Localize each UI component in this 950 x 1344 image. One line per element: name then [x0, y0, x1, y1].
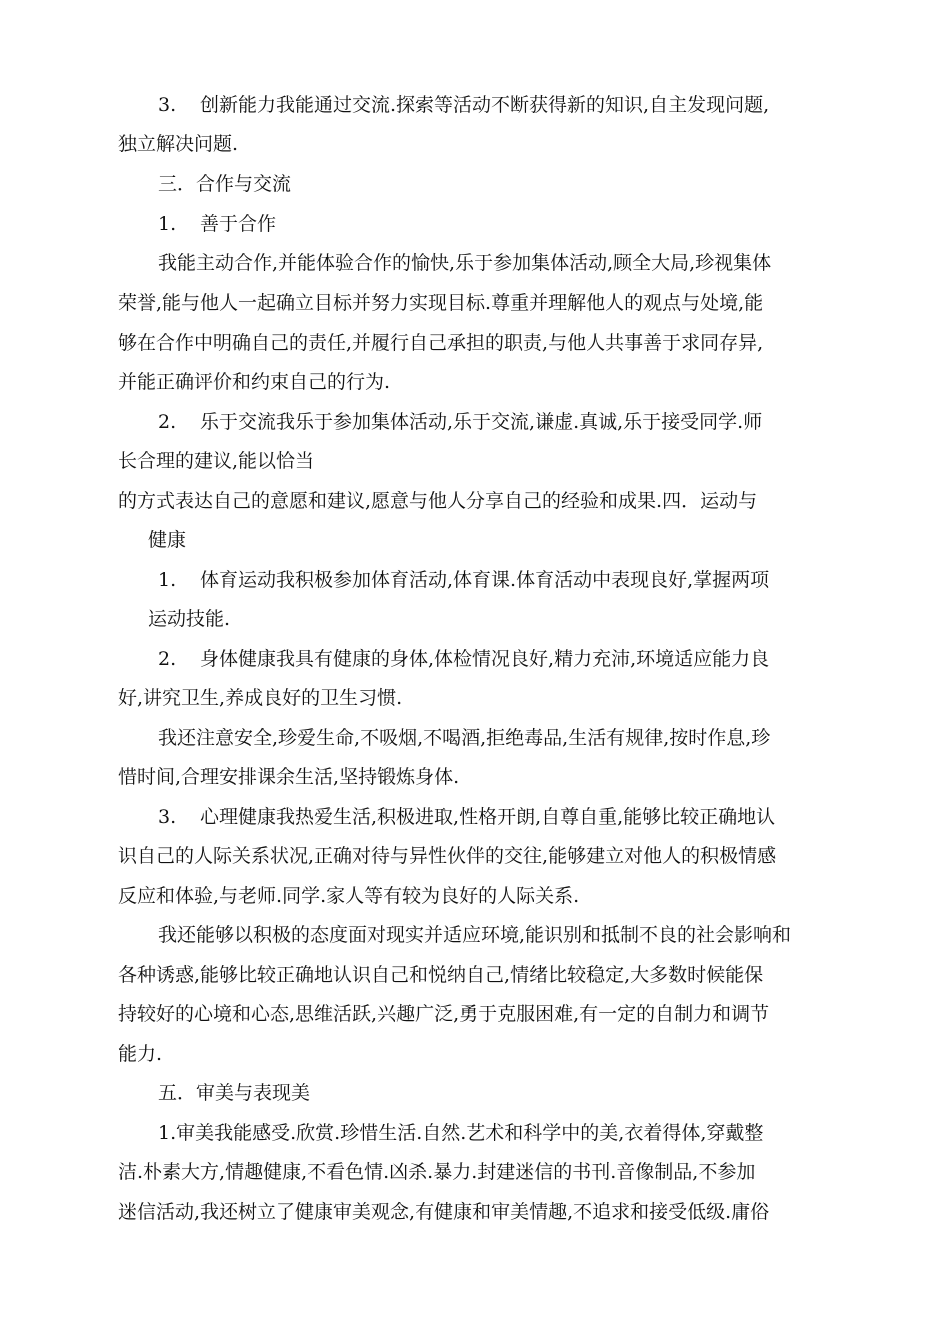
item-number: 3.	[158, 806, 177, 828]
section-heading: 健康	[148, 529, 187, 551]
line-text: 善于合作	[200, 213, 277, 235]
paragraph-line: 反应和体验,与老师.同学.家人等有较为良好的人际关系.	[118, 885, 580, 907]
paragraph-line: 并能正确评价和约束自己的行为.	[118, 371, 391, 393]
paragraph-line: 我能主动合作,并能体验合作的愉快,乐于参加集体活动,顾全大局,珍视集体	[158, 252, 772, 274]
line-text: 创新能力我能通过交流.探索等活动不断获得新的知识,自主发现问题,	[200, 94, 770, 116]
paragraph-line: 我还注意安全,珍爱生命,不吸烟,不喝酒,拒绝毒品,生活有规律,按时作息,珍	[158, 727, 771, 749]
paragraph-line: 各种诱惑,能够比较正确地认识自己和悦纳自己,情绪比较稳定,大多数时候能保	[118, 964, 764, 986]
paragraph-line: 够在合作中明确自己的责任,并履行自己承担的职责,与他人共事善于求同存异,	[118, 332, 764, 354]
paragraph-line: 的方式表达自己的意愿和建议,愿意与他人分享自己的经验和成果.四．运动与	[118, 490, 758, 512]
paragraph-line	[158, 409, 762, 435]
item-number: 1.	[158, 569, 177, 591]
paragraph-line: 我还能够以积极的态度面对现实并适应环境,能识别和抵制不良的社会影响和	[158, 924, 792, 946]
paragraph-line	[158, 804, 775, 830]
item-number: 3.	[158, 94, 177, 116]
paragraph-line: 洁.朴素大方,情趣健康,不看色情.凶杀.暴力.封建迷信的书刊.音像制品,不参加	[118, 1161, 756, 1183]
line-text: 心理健康我热爱生活,积极进取,性格开朗,自尊自重,能够比较正确地认	[200, 806, 776, 828]
line-text: 乐于交流我乐于参加集体活动,乐于交流,谦虚.真诚,乐于接受同学.师	[200, 411, 763, 433]
subsection-heading	[158, 211, 276, 237]
paragraph-line	[158, 567, 769, 593]
paragraph-line: 惜时间,合理安排课余生活,坚持锻炼身体.	[118, 766, 460, 788]
line-text: 体育运动我积极参加体育活动,体育课.体育活动中表现良好,掌握两项	[200, 569, 770, 591]
section-heading: 五．审美与表现美	[158, 1082, 311, 1104]
paragraph-line	[158, 92, 769, 118]
paragraph-line: 运动技能.	[148, 608, 231, 630]
item-number: 2.	[158, 411, 177, 433]
paragraph-line: 荣誉,能与他人一起确立目标并努力实现目标.尊重并理解他人的观点与处境,能	[118, 292, 764, 314]
item-number: 2.	[158, 648, 177, 670]
paragraph-line: 独立解决问题.	[118, 133, 239, 155]
paragraph-line: 好,讲究卫生,养成良好的卫生习惯.	[118, 687, 403, 709]
line-text: 身体健康我具有健康的身体,体检情况良好,精力充沛,环境适应能力良	[200, 648, 770, 670]
paragraph-line: 能力.	[118, 1043, 163, 1065]
paragraph-line: 识自己的人际关系状况,正确对待与异性伙伴的交往,能够建立对他人的积极情感	[118, 845, 777, 867]
paragraph-line: 长合理的建议,能以恰当	[118, 450, 315, 472]
section-heading: 三．合作与交流	[158, 173, 292, 195]
item-number: 1.	[158, 213, 177, 235]
paragraph-line	[158, 646, 769, 672]
paragraph-line: 持较好的心境和心态,思维活跃,兴趣广泛,勇于克服困难,有一定的自制力和调节	[118, 1003, 770, 1025]
paragraph-line: 迷信活动,我还树立了健康审美观念,有健康和审美情趣,不追求和接受低级.庸俗	[118, 1201, 770, 1223]
paragraph-line: 1.审美我能感受.欣赏.珍惜生活.自然.艺术和科学中的美,衣着得体,穿戴整	[158, 1122, 764, 1144]
